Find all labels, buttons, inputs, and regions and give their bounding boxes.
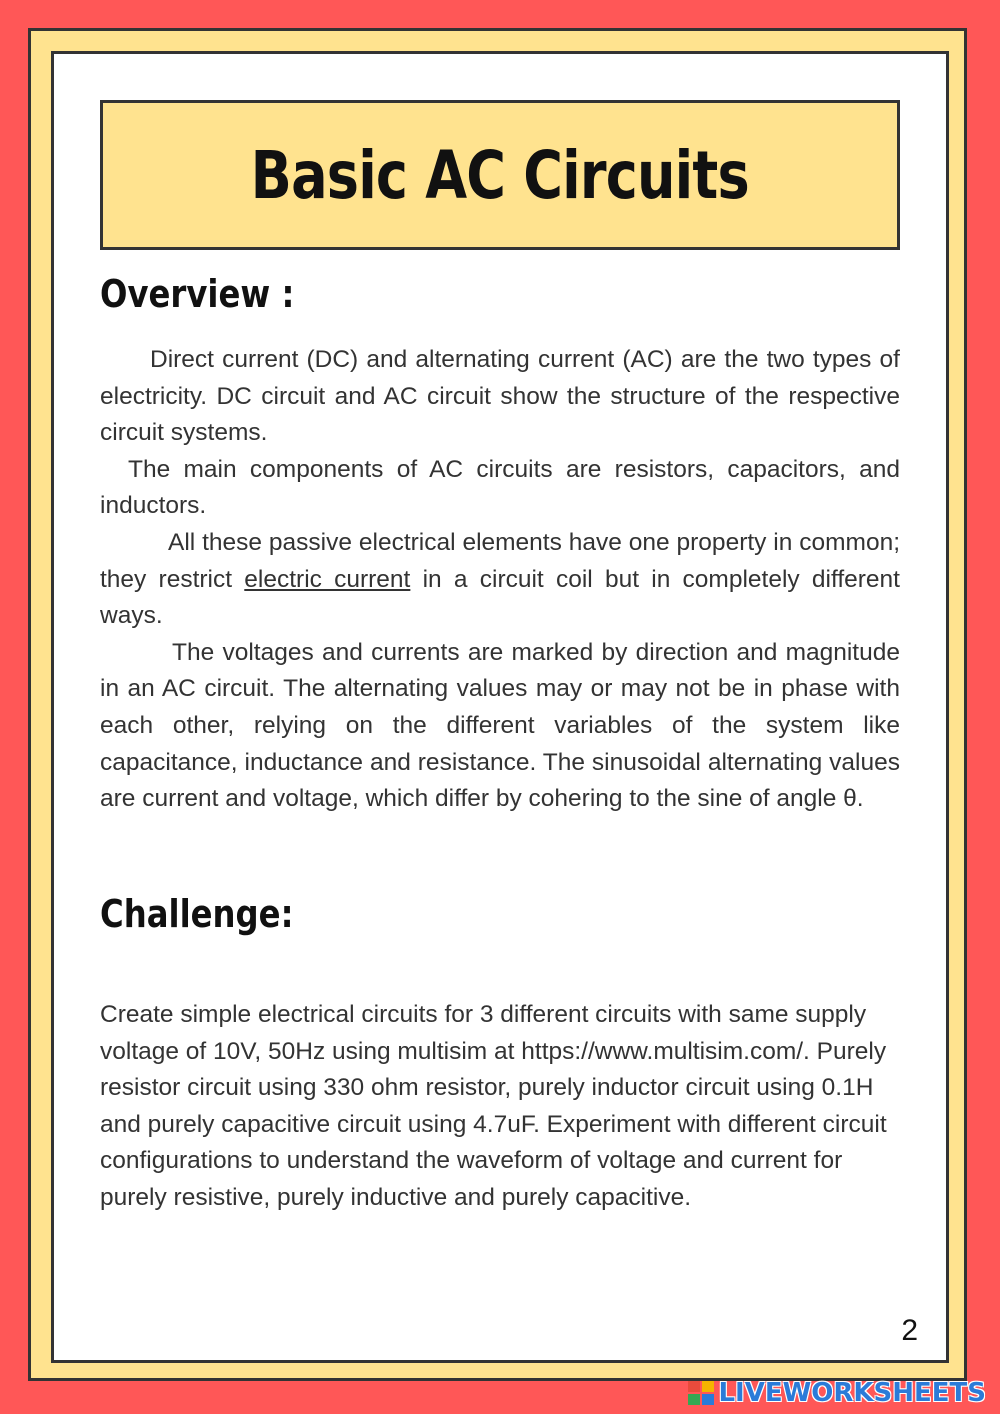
- overview-paragraph-3-end: in a circuit coil but in completely different ways.: [100, 565, 900, 630]
- overview-text: [100, 342, 900, 818]
- challenge-text: [100, 997, 900, 1217]
- liveworksheets-logo-icon: [688, 1381, 714, 1405]
- overview-paragraph-4: The voltages and currents are marked by direction and magnitude in an AC circuit. The alternating values may or may not be in phase with each other, relying on the different variables of the system like capacitance, inductance and resistance. The sinusoidal alternating values are current and voltage, which differ by cohering to the sine of angle θ.: [100, 638, 900, 813]
- electric-current-link[interactable]: electric current: [244, 565, 411, 593]
- overview-paragraph-3: [100, 525, 900, 635]
- overview-heading: Overview :: [100, 272, 295, 316]
- brand-watermark: [688, 1378, 986, 1408]
- page-title: Basic AC Circuits: [250, 136, 750, 214]
- overview-paragraph-1: Direct current (DC) and alternating current (AC) are the two types of electricity. DC circuit and AC circuit show the structure of the respective circuit systems.: [100, 346, 900, 447]
- page-number: 2: [901, 1314, 918, 1347]
- overview-paragraph-2: The main components of AC circuits are resistors, capacitors, and inductors.: [100, 455, 900, 520]
- title-banner: [100, 100, 900, 250]
- challenge-paragraph: Create simple electrical circuits for 3 different circuits with same supply voltage of 10V, 50Hz using multisim at https://www.multisim.com/. Purely resistor circuit using 330 ohm resistor, purely inductor circuit using 0.1H and purely capacitive circuit using 4.7uF. Experiment with different circuit configurations to understand the waveform of voltage and current for purely resistive, purely inductive and purely capacitive.: [100, 1001, 887, 1211]
- challenge-heading: Challenge:: [100, 892, 294, 936]
- brand-text: LIVEWORKSHEETS: [718, 1378, 986, 1408]
- overview-paragraph-3-start: All these passive electrical elements have one property in common; they restrict: [100, 528, 900, 593]
